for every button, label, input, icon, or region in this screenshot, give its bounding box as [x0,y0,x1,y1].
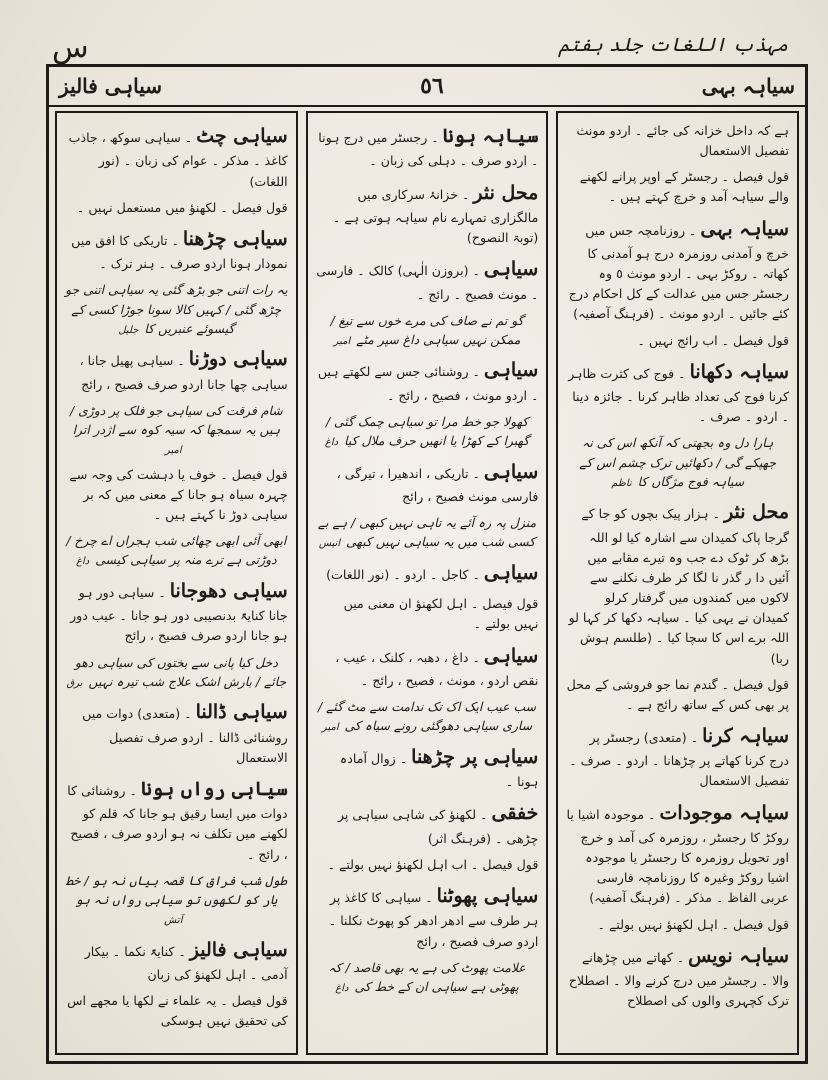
entry-text: ۔ رجسٹر میں درج ہونا ۔ اردو صرف ۔ دہلی کی زبان ۔ [318,130,539,169]
headword: سیاہی [483,460,539,483]
entry-text: ۔ تاریکی کا افق میں نمودار ہونا اردو صرف ۔ ہنر ترک ۔ [71,232,288,272]
dictionary-entry [566,941,789,1012]
verse-text: منزل پہ رہ آئے یہ تاہی نہیں کبھی / ہے بے کسی شب میں یہ سیاہی نہیں کبھی [317,515,537,550]
headword: سیاہی چٹ [196,125,288,147]
dictionary-entry [566,721,789,792]
headword: سیاہہ کرنا [702,724,790,747]
verse-text: علامت پھوٹ کی ہے یہ بھی قاصد / کہ پھوٹی ہے سیاہی ان کے خط کی [328,959,526,994]
headword: سیاہی [483,359,539,382]
entry-note [65,465,288,525]
poet-name: داغ [335,982,349,994]
entry-text: ۔ سیاہی سوکھ ، جاذب کاغذ ۔ مذکر ۔ عوام کی زبان ۔ (نور اللغات) [68,130,288,189]
dictionary-entry [316,355,539,406]
book-title: مہذب اللغات جلد ہفتم [558,34,788,56]
verse-text: دخل کیا پانی سے بختوں کی سیاہی دھو جائے / بارش اشک علاج شب تیرہ نہیں [74,654,287,689]
dictionary-entry [316,121,539,172]
columns-container [55,111,799,1055]
column-left [55,111,298,1055]
headword: سیاہہ دکھانا [689,360,790,383]
entry-text: قول فیصل ۔ گندم نما جو فروشی کے محل پر بھی کس کے ساتھ رائج ہے ۔ [566,676,790,712]
headword: سیاہی رواں ہونا [140,777,288,800]
headword: سیاہی فالیز [189,938,288,961]
headword: سیاہی [483,258,539,281]
poet-name: داغ [76,556,90,568]
entry-text: ۔ زوال آمادہ ہونا ۔ [339,750,539,790]
headword: سیاہی دھوجانا [169,579,288,602]
headword: محل نثر [473,181,539,204]
verse-quotation [65,871,288,929]
headword: سیاہی چڑھنا [182,227,288,250]
entry-note [65,198,288,218]
entry-text: ۔ سیاہی دور ہو جانا کنایۃً بدنصیبی دور ہو جانا ۔ عیب دور ہو جانا اردو صرف فصیح ، رائج [70,584,288,644]
poet-name: امیر [333,335,351,347]
dictionary-entry [65,774,288,865]
entry-text: ۔ (بروزن الٰہی) کالک ۔ فارسی ۔ مونث فصیح ۔ رائج ۔ [316,263,539,302]
verse-quotation [566,433,789,491]
header-right-guideword: سیاہہ بہی [701,74,795,98]
entry-text: ۔ سیاہی کا کاغذ پر ہر طرف سے ادھر ادھر کو پھوٹ نکلنا ۔ اردو صرف فصیح ، رائج [328,890,539,949]
dictionary-entry [316,881,539,952]
verse-quotation [316,513,539,552]
dictionary-entry [316,798,539,849]
entry-text: قول فیصل ۔ لکھنؤ میں مستعمل نہیں ۔ [76,199,288,215]
entry-note [566,121,789,161]
poet-name: امیر [165,445,182,457]
header-left-guideword: سیاہی فالیز [59,74,163,98]
verse-text: کھولا جو خط مرا تو سیاہی چمک گئی / گھبرا کے کھڑا یا انھیں حرف ملال کیا [325,413,530,449]
headword: سیاہی دوڑنا [188,348,288,371]
verse-quotation [65,653,288,692]
headword: سیاہی ڈالنا [195,701,288,724]
verse-quotation [65,401,288,459]
poet-name: جلیل [118,324,139,336]
dictionary-entry [566,798,789,909]
entry-text: قول فیصل ۔ اب اہل لکھنؤ نہیں بولتے ۔ [327,856,539,872]
entry-note [566,167,789,207]
dictionary-entry [316,742,539,793]
poet-name: برق [66,677,83,689]
entry-text: ۔ کاجل ۔ اردو ۔ (نور اللغات) [326,566,480,582]
entry-note [316,855,539,875]
poet-name: آتش [164,915,183,927]
entry-text: ۔ (متعدی) رجسٹر پر درج کرنا کھاتے پر چڑھانا ۔ اردو ۔ صرف ۔ تفصیل الاستعمال [569,729,790,789]
running-header [49,67,805,107]
verse-quotation [65,280,288,338]
dictionary-entry [65,121,288,192]
dictionary-entry [65,224,288,275]
entry-text: قول فیصل ۔ اہل لکھنؤ ان معنی میں نہیں بولتے ۔ [343,596,539,632]
page-frame [46,64,808,1064]
headword: سیاہی [483,561,539,584]
column-middle [306,111,549,1055]
headword: خفقی [491,802,539,825]
entry-text: ۔ روزنامچہ جس میں خرچ و آمدنی روزمرہ درج ہو آمدنی کا کھاتہ ۔ روکڑ بہی ۔ اردو مونث ٥ وہ رجسٹر جس میں عدالت کے کل احکام درج کئے جائیں ۔ اردو مونث ۔ (فرہنگ آصفیہ) [568,222,790,322]
dictionary-entry [65,697,288,768]
headword: سیاہی پر چڑھنا [411,745,539,768]
poet-name: انیس [318,538,341,550]
dictionary-entry [65,576,288,647]
dictionary-entry [316,178,539,249]
entry-text: قول فیصل ۔ خوف یا دہشت کی وجہ سے چہرہ سیاہ ہو جانا کے معنی میں کہ بر سیاہی دوڑ نا کہتے ہیں ۔ [69,466,288,523]
dictionary-entry [566,497,789,668]
entry-text: قول فیصل ۔ اہل لکھنؤ نہیں بولتے ۔ [597,916,790,932]
entry-note [566,331,789,351]
headword: سیاہہ بہی [700,217,790,240]
entry-text: ۔ فوج کی کثرت ظاہر کرنا فوج کی تعداد ظاہر کرنا ۔ جائزہ دینا ۔ اردو ۔ صرف ۔ [568,365,790,425]
entry-text: قول فیصل ۔ یہ علماء نے لکھا یا مجھے اس کی تحقیق نہیں ہوسکی [67,993,288,1029]
headword: سیاہی پھوٹنا [436,885,539,908]
entry-text: ۔ کھاتے میں چڑھانے والا ۔ رجسٹر میں درج کرنے والا ۔ اصطلاح ترک کچہری والوں کی اصطلاح [568,949,790,1009]
verse-quotation [316,412,539,451]
entry-text: ۔ روشنائی جس سے لکھتے ہیں ۔ اردو مونث ، فصیح ، رائج ۔ [317,364,539,403]
dictionary-entry [65,935,288,986]
dictionary-entry [316,457,539,508]
headword: محل نثر [724,501,790,524]
poet-name: ناظم [611,477,632,489]
folio-letter: س [52,30,89,65]
headword: سیاہہ نویس [688,944,790,967]
entry-note [316,594,539,634]
dictionary-entry [316,641,539,692]
entry-text: قول فیصل ۔ اب رائج نہیں ۔ [637,332,790,348]
dictionary-entry [316,254,539,305]
entry-text: ۔ موجودہ اشیا یا روکڑ کا رجسٹر ، روزمرہ کی آمد و خرچ اور تحویل روزمرہ کا رجسٹر یا موجودہ اشیا روکڑ وغیرہ کا روزنامچہ فارسی عربی الفاظ ۔ مذکر ۔ (فرہنگ آصفیہ) [566,806,790,906]
verse-text: ہارا دل وہ بجھتی کہ آنکھ اس کی نہ جھپکے گی / دکھائیں ترک چشم اس کے سیاہہ فوج مژگاں کا [579,435,777,489]
dictionary-entry [566,357,789,428]
entry-text: ۔ لکھنؤ کی شاہی سیاہی پر چڑھی ۔ (فرہنگ اثر) [337,807,539,846]
page-number: ٥٦ [420,73,444,99]
verse-quotation [65,531,288,570]
entry-text: ہے کہ داخل خزانہ کی جائے ۔ اردو مونث تفصیل الاستعمال [576,123,790,159]
dictionary-entry [566,214,789,325]
verse-quotation [316,958,539,997]
entry-text: قول فیصل ۔ رجسٹر کے اوپر پرانے لکھنے والے سیاہہ آمد و خرچ کہتے ہیں ۔ [579,169,790,205]
column-right [556,111,799,1055]
entry-text: ۔ خزانۂ سرکاری میں مالگزاری تمہارے نام سیاہہ ہوتی ہے ۔ (توبۃ النصوح) [332,186,539,246]
headword: سیاہہ موجودات [659,801,790,824]
entry-text: ۔ سیاہی پھیل جانا ، سیاہی چھا جانا اردو صرف فصیح ، رائج [79,353,288,392]
verse-quotation [316,697,539,736]
verse-text: ابھی آئی ابھی چھائی شب ہجراں اے چرخ / دوڑتی ہے ترے منہ پر سیاہی کیسی [66,533,287,568]
dictionary-entry [65,344,288,395]
poet-name: امیر [321,722,339,734]
headword: سیاہی [483,644,539,667]
verse-text: طول شب فراق کا قصہ بیاں نہ ہو / خط یار کو لکھوں تو سیاہی رواں نہ ہو [65,872,287,907]
dictionary-entry [316,558,539,588]
headword: سیاہہ ہونا [442,125,539,147]
entry-text: ۔ (متعدی) دوات میں روشنائی ڈالنا ۔ اردو صرف تفصیل الاستعمال [82,706,288,765]
verse-text: گو تم نے صاف کی مرے خوں سے تیغ / ممکن نہیں سیاہی داغ سپر مٹے [330,312,524,347]
entry-note [566,675,789,715]
verse-quotation [316,311,539,350]
entry-text: ۔ داغ ، دھبہ ، کلنک ، عیب ، نقص اردو ، مونث ، فصیح ، رائج ۔ [335,649,539,689]
entry-text: ۔ تاریکی ، اندھیرا ، تیرگی ، فارسی مونث فصیح ، رائج [336,465,539,505]
entry-note [566,915,789,935]
verse-text: یہ رات اتنی جو بڑھ گئی یہ سیاہی اتنی جو چڑھ گئی / کہیں کالا سونا جوڑا کسی کے گیسوئے عنبریں کا [65,282,288,336]
verse-text: سب عیب ایک اک تک ندامت سے مٹ گئے / ساری سیاہی دھوگئی رونے سیاہ کی [317,699,537,734]
entry-text: ۔ روشنائی کا دوات میں ایسا رقیق ہو جانا کہ قلم کو لکھنے میں تکلف نہ ہو اردو صرف ، فصیح ، رائج ۔ [67,782,288,862]
verse-text: شام فرقت کی سیاہی جو فلک پر دوڑی / ہیں یہ سمجھا کہ سیہ کوہ سے اژدر اترا [69,402,283,438]
poet-name: داغ [324,437,339,449]
entry-text: ۔ کنایۃً نکما ۔ بیکار آدمی ۔ اہل لکھنؤ کی زبان [84,943,288,983]
entry-note [65,991,288,1031]
entry-text: ۔ ہزار پیک بچوں کو جا کے گرجا پاک کمیدان سے اشارہ کیا لو اللہ بڑھ کر ٹوک دے جب وہ تیرے مقابے میں آئیں دا ر گذر نا لگا کر طرف نکلنے سے لاکوں میں کمندوں میں گرفتار کرلو کمیدان نے یہی کیا ۔ سیاہہ دکھا کر کہا لو اللہ برے اس کا سچا کیا ۔ (طلسم ہوش ربا) [568,506,790,666]
